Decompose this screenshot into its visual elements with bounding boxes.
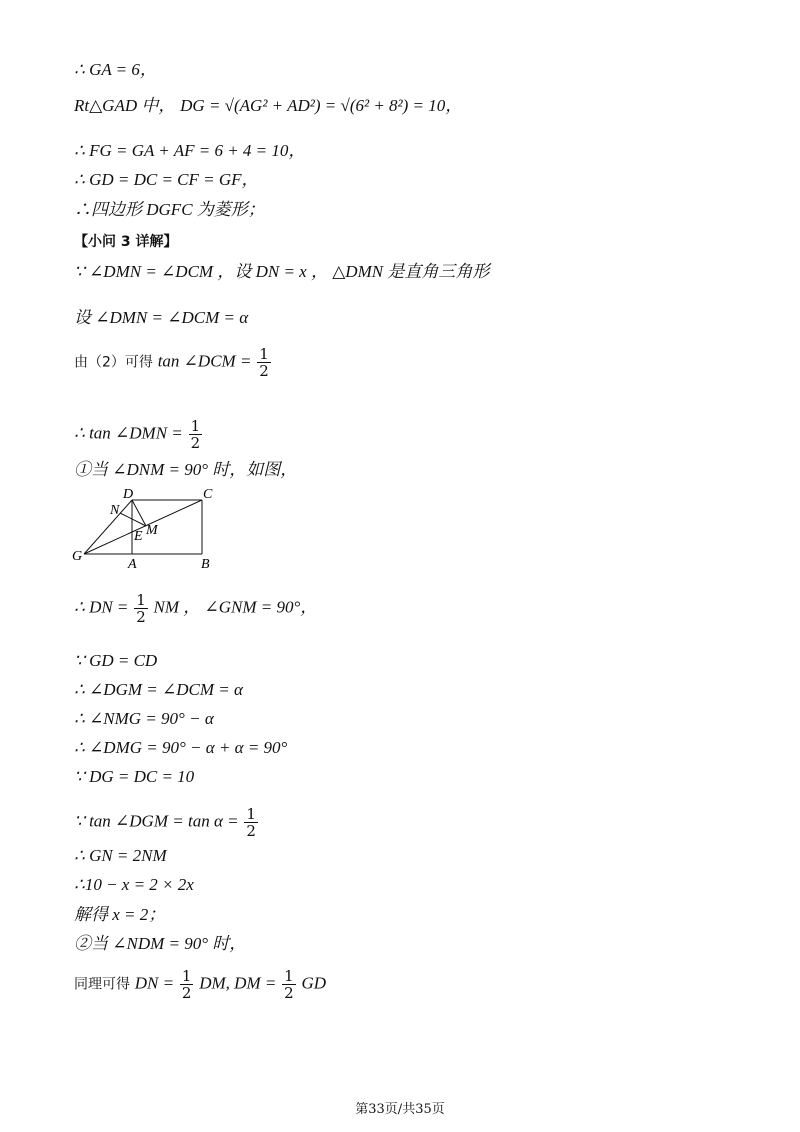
line-dg-equals-dc: ∵ DG = DC = 10 xyxy=(74,767,195,786)
from-part2-label: 由（2）可得 xyxy=(74,354,153,371)
dm-equals-label: DM, DM = xyxy=(199,973,277,993)
label-b: B xyxy=(201,557,210,572)
line-case1-heading: ①当 ∠DNM = 90° 时，如图， xyxy=(74,460,298,479)
line-rhombus-conclusion: ∴四边形 DGFC 为菱形； xyxy=(74,200,265,219)
fraction-one-half: $\frac{1}{2}$ xyxy=(259,345,269,380)
line-equal-sides: ∴ GD = DC = CF = GF， xyxy=(74,170,259,189)
line-case2-heading: ②当 ∠NDM = 90° 时， xyxy=(74,934,247,953)
line-fg-computation: ∴ FG = GA + AF = 6 + 4 = 10， xyxy=(74,141,306,160)
nm-angle-gnm: NM ， ∠GNM = 90°， xyxy=(153,597,318,617)
line-angle-dgm: ∴ ∠DGM = ∠DCM = α xyxy=(74,680,243,699)
line-let-alpha: 设 ∠DMN = ∠DCM = α xyxy=(74,308,249,327)
line-ga-equals-6: ∴ GA = 6， xyxy=(74,60,157,79)
dn-equals-label: DN = xyxy=(134,973,175,993)
gd-label: GD xyxy=(301,973,327,993)
geometry-figure xyxy=(66,486,226,572)
fraction-one-half: $\frac{1}{2}$ xyxy=(181,967,192,1002)
line-angle-nmg: ∴ ∠NMG = 90° − α xyxy=(74,709,214,728)
segment-gd xyxy=(84,500,132,554)
label-n: N xyxy=(110,503,120,518)
section-heading-part3: 【小问 3 详解】 xyxy=(74,234,178,250)
line-tan-dcm xyxy=(74,346,272,379)
tan-dgm-expression: ∵ tan ∠DGM = tan α = xyxy=(74,811,239,831)
tan-dcm-expression: tan ∠DCM = xyxy=(157,351,252,371)
fraction-one-half: $\frac{1}{2}$ xyxy=(136,591,146,626)
line-gn-2nm: ∴ GN = 2NM xyxy=(74,846,167,865)
line-tan-dgm xyxy=(74,806,259,839)
segment-gc xyxy=(84,500,202,554)
label-m: M xyxy=(146,523,158,538)
label-a: A xyxy=(128,557,137,572)
line-solution: 解得 x = 2； xyxy=(74,905,166,924)
line-tan-dmn xyxy=(74,418,203,451)
similarly-label: 同理可得 xyxy=(74,976,130,993)
label-e: E xyxy=(134,529,143,544)
line-similarly xyxy=(74,968,326,1001)
fraction-one-half: $\frac{1}{2}$ xyxy=(284,967,294,1002)
line-gd-equals-cd: ∵ GD = CD xyxy=(74,651,158,670)
tan-dmn-expression: ∴ tan ∠DMN = xyxy=(74,423,183,443)
fraction-one-half: $\frac{1}{2}$ xyxy=(246,805,256,840)
line-dn-half-nm xyxy=(74,592,317,625)
label-d: D xyxy=(123,487,134,502)
page-footer: 第33页/共35页 xyxy=(355,1102,445,1117)
label-c: C xyxy=(203,487,213,502)
line-dg-computation xyxy=(74,96,462,116)
fraction-one-half: $\frac{1}{2}$ xyxy=(190,417,201,452)
rt-triangle-gad-label: Rt△GAD 中， xyxy=(74,96,176,115)
line-equation: ∴10 − x = 2 × 2x xyxy=(74,875,194,894)
label-g: G xyxy=(72,549,83,564)
line-angle-dmg: ∴ ∠DMG = 90° − α + α = 90° xyxy=(74,738,288,757)
dg-sqrt-expression: DG = √(AG² + AD²) = √(6² + 8²) = 10， xyxy=(180,96,463,115)
dn-equals-label: ∴ DN = xyxy=(74,597,129,617)
line-given-angles: ∵ ∠DMN = ∠DCM ，设 DN = x ， △DMN 是直角三角形 xyxy=(74,262,490,281)
